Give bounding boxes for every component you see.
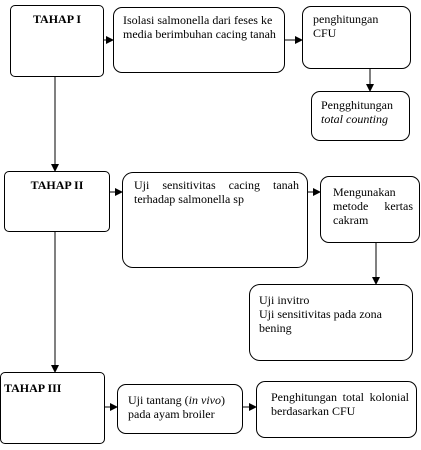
box-penghitungan-cfu (302, 6, 411, 69)
box-penghitungan-kolonial (256, 381, 417, 438)
box-uji-sensitivitas (122, 172, 308, 268)
box-isolasi-salmonella (113, 7, 285, 73)
counting-line-2: total counting (321, 112, 388, 126)
invitro-line-2: Uji sensitivitas pada zona bening (259, 307, 382, 335)
tantang-in-vivo: in vivo (188, 393, 221, 407)
isolasi-text: Isolasi salmonella dari feses ke media berimbuhan cacing tanah (123, 13, 276, 41)
tantang-line-1 (128, 393, 236, 407)
stage-tahap-2 (4, 171, 110, 232)
stage-tahap-3-label: TAHAP III (4, 381, 62, 395)
cfu-text: penghitungan CFU (313, 12, 379, 40)
stage-tahap-1-label: TAHAP I (32, 12, 82, 26)
stage-tahap-1 (10, 5, 104, 77)
counting-line-1: Pengghitungan (321, 98, 393, 112)
tantang-suffix: ) (220, 393, 225, 407)
box-total-counting (311, 91, 410, 141)
box-uji-invitro (249, 284, 413, 361)
stage-tahap-3 (0, 372, 105, 444)
tantang-prefix: Uji tantang ( (128, 393, 189, 407)
metode-text: Mengunakan metode kertas cakram (333, 185, 413, 227)
uji-sensitivitas-text: Uji sensitivitas cacing tanah terhadap salmonella sp (134, 178, 299, 206)
box-uji-tantang (117, 384, 243, 434)
kolonial-text: Penghitungan total kolonial berdasarkan CFU (271, 390, 409, 418)
tantang-line-2: pada ayam broiler (128, 407, 215, 421)
box-metode-kertas-cakram (320, 176, 420, 243)
invitro-line-1: Uji invitro (259, 293, 310, 307)
stage-tahap-2-label: TAHAP II (30, 178, 84, 192)
